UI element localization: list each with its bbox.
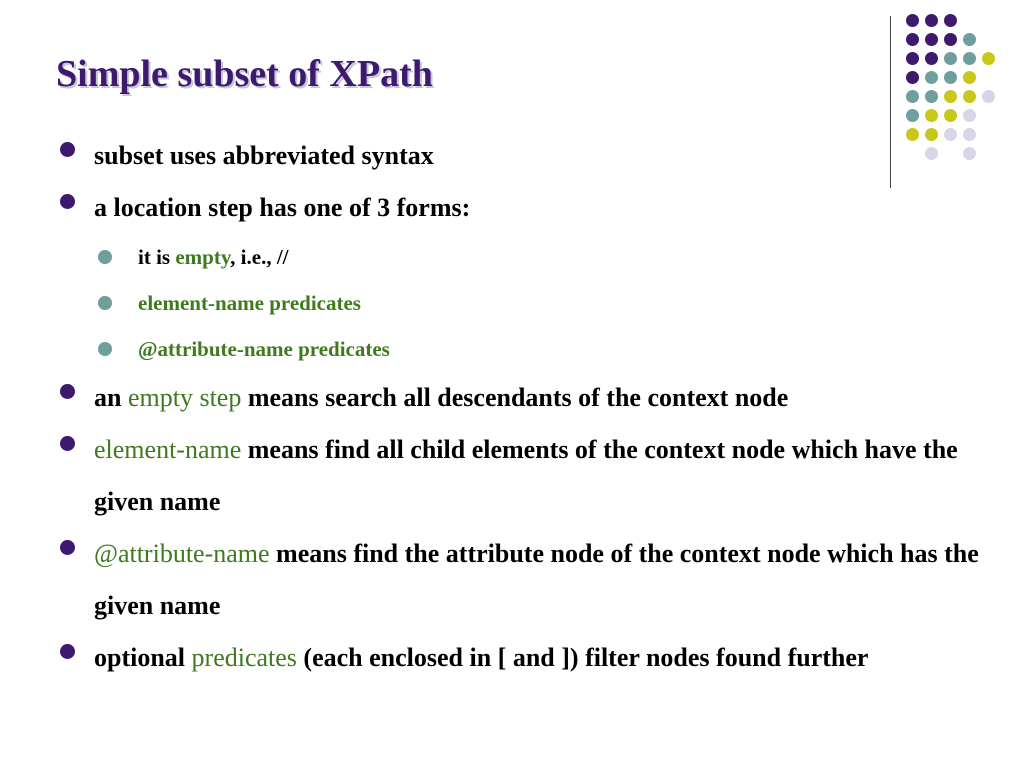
decorative-dot: [906, 14, 919, 27]
decorative-dot: [944, 52, 957, 65]
decorative-dot: [963, 33, 976, 46]
bullet-item: [56, 528, 986, 632]
bullet-text: it is: [138, 245, 176, 269]
decorative-dot: [925, 14, 938, 27]
highlighted-term: predicates: [191, 643, 297, 672]
decorative-dot: [963, 52, 976, 65]
bullet-dot-icon: [98, 342, 112, 356]
bullet-item: [56, 424, 986, 528]
bullet-dot-icon: [98, 296, 112, 310]
bullet-text: means find the attribute node of the context node which has the given name: [94, 539, 979, 620]
decorative-dot: [944, 71, 957, 84]
decorative-dot: [925, 52, 938, 65]
decorative-dot: [944, 90, 957, 103]
bullet-list: [56, 130, 986, 684]
highlighted-term: @attribute-name predicates: [138, 337, 390, 361]
decorative-dot: [963, 90, 976, 103]
bullet-dot-icon: [60, 194, 75, 209]
decorative-dot: [906, 52, 919, 65]
sub-bullet-item: [56, 234, 986, 280]
decorative-dot: [944, 33, 957, 46]
bullet-dot-icon: [60, 384, 75, 399]
bullet-dot-icon: [60, 644, 75, 659]
decorative-dot: [944, 14, 957, 27]
bullet-dot-icon: [60, 436, 75, 451]
decorative-dot: [963, 109, 976, 122]
bullet-text: (each enclosed in [ and ]) filter nodes found further: [296, 643, 869, 672]
sub-bullet-item: [56, 326, 986, 372]
decorative-dot: [963, 71, 976, 84]
bullet-text: , i.e., //: [230, 245, 289, 269]
decorative-dot: [906, 33, 919, 46]
highlighted-term: element-name predicates: [138, 291, 361, 315]
bullet-text: a location step has one of 3 forms:: [94, 193, 471, 222]
bullet-text: means search all descendants of the context node: [241, 383, 789, 412]
decorative-dot: [906, 71, 919, 84]
bullet-item: [56, 130, 986, 182]
bullet-dot-icon: [98, 250, 112, 264]
bullet-text: subset uses abbreviated syntax: [94, 141, 434, 170]
decorative-dot: [982, 90, 995, 103]
bullet-dot-icon: [60, 142, 75, 157]
highlighted-term: empty step: [127, 383, 242, 412]
bullet-item: [56, 182, 986, 234]
highlighted-term: element-name: [94, 435, 242, 464]
sub-bullet-item: [56, 280, 986, 326]
decorative-dot: [982, 52, 995, 65]
decorative-dot: [925, 109, 938, 122]
decorative-dot: [944, 109, 957, 122]
bullet-item: [56, 632, 986, 684]
slide-title: Simple subset of XPath: [56, 53, 433, 95]
decorative-dot: [925, 33, 938, 46]
decorative-dot: [925, 90, 938, 103]
bullet-text: means find all child elements of the context node which have the given name: [94, 435, 958, 516]
bullet-dot-icon: [60, 540, 75, 555]
decorative-dot: [906, 109, 919, 122]
highlighted-term: @attribute-name: [94, 539, 270, 568]
highlighted-term: empty: [175, 245, 231, 269]
bullet-item: [56, 372, 986, 424]
bullet-text: optional: [94, 643, 192, 672]
decorative-dot: [925, 71, 938, 84]
bullet-text: an: [94, 383, 128, 412]
decorative-dot: [906, 90, 919, 103]
